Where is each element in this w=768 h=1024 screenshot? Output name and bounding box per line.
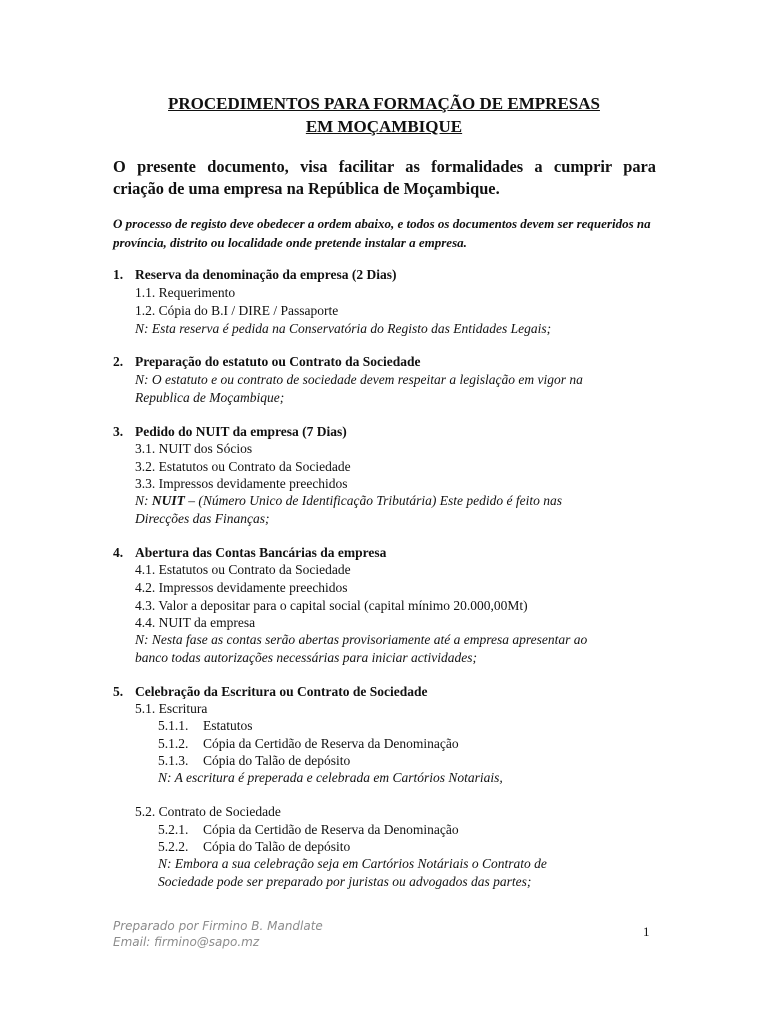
section3-note-line2: Direcções das Finanças; xyxy=(135,511,270,526)
section3-heading: Pedido do NUIT da empresa (7 Dias) xyxy=(135,424,347,439)
section5-sub1-item3: Cópia do Talão de depósito xyxy=(203,753,351,768)
section1-note: N: Esta reserva é pedida na Conservatória do Registo das Entidades Legais; xyxy=(135,321,552,336)
section5-sub1-item1-number: 5.1.1. xyxy=(158,718,189,733)
section5-sub2-item2: Cópia do Talão de depósito xyxy=(203,839,351,854)
section5-sub1-heading: 5.1. Escritura xyxy=(135,701,208,716)
section5-sub2-item2-number: 5.2.2. xyxy=(158,839,189,854)
section3-item2: 3.2. Estatutos ou Contrato da Sociedade xyxy=(135,459,351,474)
section2-heading: Preparação do estatuto ou Contrato da Sociedade xyxy=(135,354,421,369)
section4-note-line2: banco todas autorizações necessárias para iniciar actividades; xyxy=(135,650,477,665)
intro-line2: criação de uma empresa na República de Moçambique. xyxy=(113,179,500,198)
section4-item3: 4.3. Valor a depositar para o capital social (capital mínimo 20.000,00Mt) xyxy=(135,598,528,613)
section5-sub2-note-line1: N: Embora a sua celebração seja em Cartórios Notáriais o Contrato de xyxy=(158,856,547,871)
section2-note-line1: N: O estatuto e ou contrato de sociedade devem respeitar a legislação em vigor na xyxy=(135,372,583,387)
section5-heading: Celebração da Escritura ou Contrato de Sociedade xyxy=(135,684,428,699)
document-title-line1: PROCEDIMENTOS PARA FORMAÇÃO DE EMPRESAS xyxy=(168,94,600,113)
section1-item2: 1.2. Cópia do B.I / DIRE / Passaporte xyxy=(135,303,339,318)
section4-note-line1: N: Nesta fase as contas serão abertas provisoriamente até a empresa apresentar ao xyxy=(135,632,588,647)
section5-sub2-item1-number: 5.2.1. xyxy=(158,822,189,837)
intro-line1: O presente documento, visa facilitar as formalidades a cumprir para xyxy=(113,157,656,176)
section1-item1: 1.1. Requerimento xyxy=(135,285,236,300)
section4-item1: 4.1. Estatutos ou Contrato da Sociedade xyxy=(135,562,351,577)
document-title-line2: EM MOÇAMBIQUE xyxy=(305,117,463,136)
section2-note-line2: Republica de Moçambique; xyxy=(135,390,285,405)
section5-sub1-note: N: A escritura é preperada e celebrada em Cartórios Notariais, xyxy=(158,770,503,785)
section5-sub1-item2: Cópia da Certidão de Reserva da Denominação xyxy=(203,736,459,751)
section1-number: 1. xyxy=(113,267,124,282)
footer-email: Email: firmino@sapo.mz xyxy=(113,935,260,949)
section3-item3: 3.3. Impressos devidamente preechidos xyxy=(135,476,348,491)
section3-number: 3. xyxy=(113,424,124,439)
section3-note-line1 xyxy=(135,492,562,510)
section4-heading: Abertura das Contas Bancárias da empresa xyxy=(135,545,387,560)
section4-number: 4. xyxy=(113,545,124,560)
intro-paragraph xyxy=(113,156,656,200)
section3-note-rest: – (Número Unico de Identificação Tributária) Este pedido é feito nas xyxy=(184,493,562,508)
section5-sub2-heading: 5.2. Contrato de Sociedade xyxy=(135,804,281,819)
section5-sub2-note-line2: Sociedade pode ser preparado por juristas ou advogados das partes; xyxy=(158,874,532,889)
section1-heading: Reserva da denominação da empresa (2 Dias) xyxy=(135,267,397,282)
section4-item2: 4.2. Impressos devidamente preechidos xyxy=(135,580,348,595)
process-note: O processo de registo deve obedecer a ordem abaixo, e todos os documentos devem ser requeridos na província, distrito ou localidade onde pretende instalar a empresa. xyxy=(113,216,651,250)
footer-author: Preparado por Firmino B. Mandlate xyxy=(113,919,323,933)
section4-item4: 4.4. NUIT da empresa xyxy=(135,615,256,630)
section5-sub1-item3-number: 5.1.3. xyxy=(158,753,189,768)
section3-note-prefix: N: xyxy=(135,493,152,508)
section5-sub1-item2-number: 5.1.2. xyxy=(158,736,189,751)
section5-number: 5. xyxy=(113,684,124,699)
section3-item1: 3.1. NUIT dos Sócios xyxy=(135,441,253,456)
section5-sub1-item1: Estatutos xyxy=(203,718,253,733)
page-number: 1 xyxy=(643,924,650,939)
section3-note-nuit: NUIT xyxy=(151,493,185,508)
section5-sub2-item1: Cópia da Certidão de Reserva da Denominação xyxy=(203,822,459,837)
section2-number: 2. xyxy=(113,354,124,369)
